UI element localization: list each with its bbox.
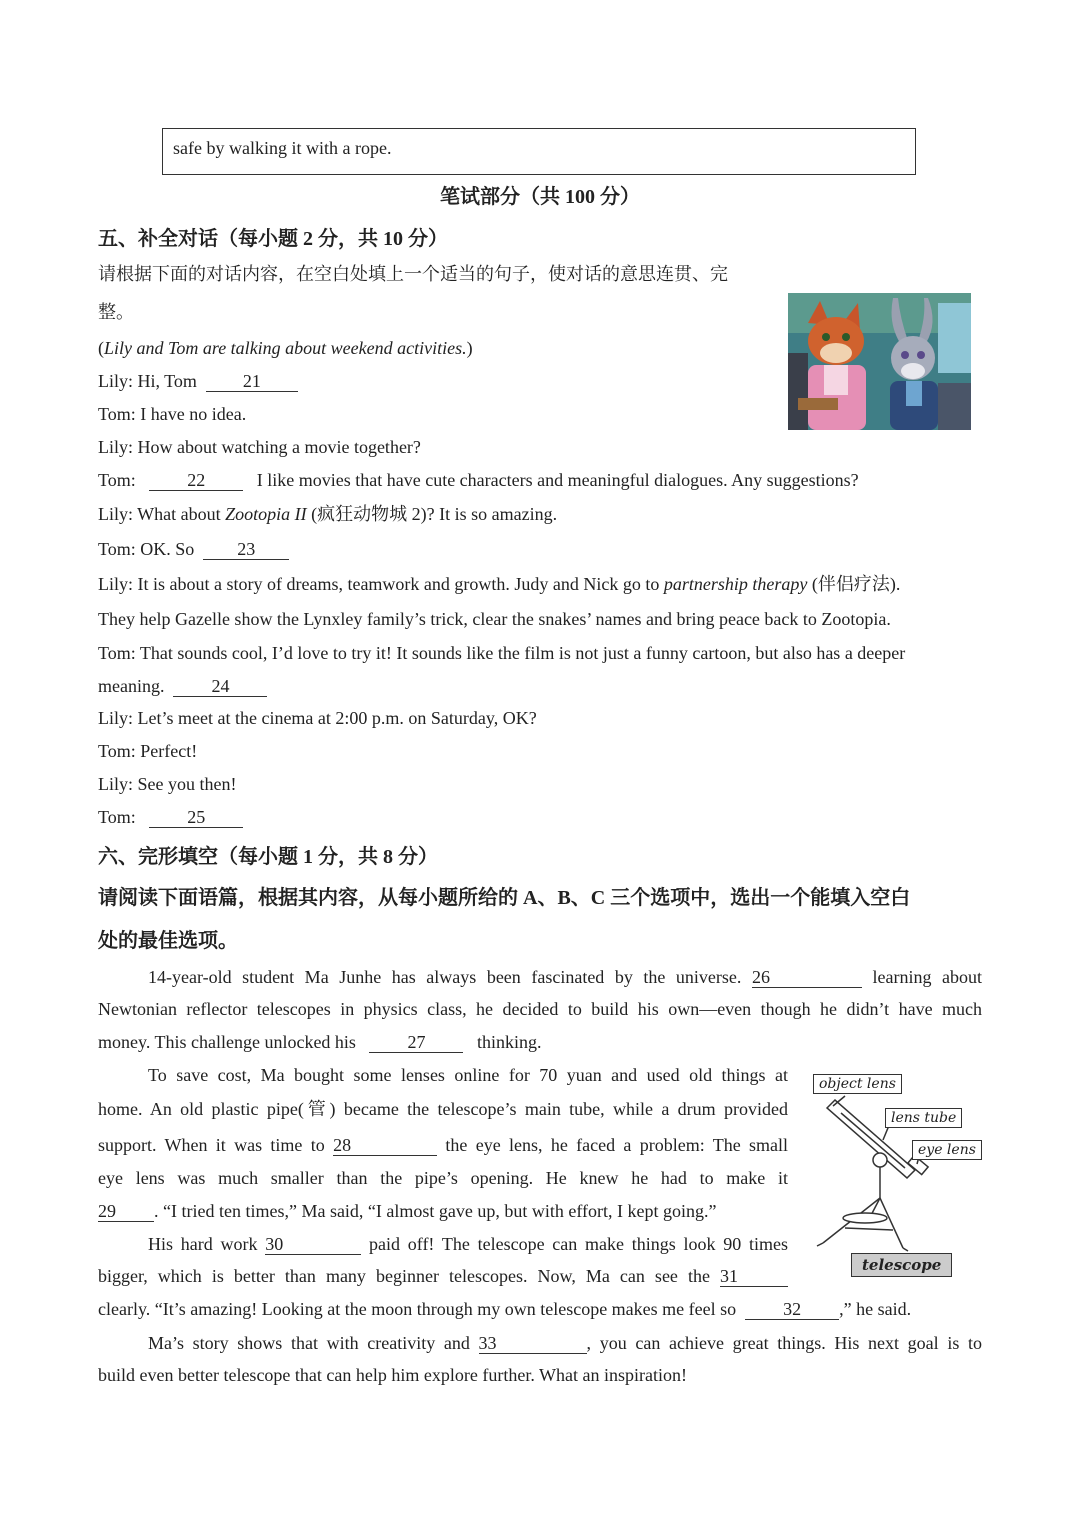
dialogue-line-3: Lily: How about watching a movie together? xyxy=(98,437,421,457)
passage-p4-line2: build even better telescope that can help him explore further. What an inspiration! xyxy=(98,1365,687,1385)
previous-question-text: safe by walking it with a rope. xyxy=(173,138,392,158)
telescope-drawing xyxy=(805,1068,995,1283)
dialogue-line-7: Lily: It is about a story of dreams, teamwork and growth. Judy and Nick go to partnership therapy (伴侣疗法). xyxy=(98,574,901,594)
passage-p1-line3: money. This challenge unlocked his 27 thinking. xyxy=(98,1032,542,1052)
dialogue-line-11: Lily: Let’s meet at the cinema at 2:00 p.m. on Saturday, OK? xyxy=(98,708,537,728)
movie-title: Zootopia II xyxy=(225,504,307,524)
blank-31[interactable]: 31 xyxy=(720,1266,788,1287)
section6-instruction-line1: 请阅读下面语篇，根据其内容，从每小题所给的 A、B、C 三个选项中，选出一个能填入空白 xyxy=(98,887,911,909)
label-eye-lens: eye lens xyxy=(912,1140,982,1160)
blank-30[interactable]: 30 xyxy=(265,1234,361,1255)
dialogue-line-1: Lily: Hi, Tom 21 xyxy=(98,369,298,393)
zootopia-image xyxy=(788,293,971,430)
passage-p2-line5: 29 . “I tried ten times,” Ma said, “I almost gave up, but with effort, I kept going.” xyxy=(98,1201,717,1221)
passage-p3-line1: His hard work 30 paid off! The telescope can make things look 90 times xyxy=(148,1234,789,1254)
section5-heading: 五、补全对话（每小题 2 分，共 10 分） xyxy=(98,228,448,250)
dialogue-line-8: They help Gazelle show the Lynxley family’s trick, clear the snakes’ names and bring peace back to Zootopia. xyxy=(98,609,891,629)
passage-p1-line1: 14-year-old student Ma Junhe has always been fascinated by the universe. 26 learning about xyxy=(148,967,983,987)
blank-28[interactable]: 28 xyxy=(333,1135,437,1156)
dialogue-line-9: Tom: That sounds cool, I’d love to try it! It sounds like the film is not just a funny cartoon, but also has a deeper xyxy=(98,643,906,663)
dialogue-line-6: Tom: OK. So 23 xyxy=(98,537,289,561)
label-lens-tube: lens tube xyxy=(885,1108,962,1128)
dialogue-line-12: Tom: Perfect! xyxy=(98,741,198,761)
passage-p3-line3: clearly. “It’s amazing! Looking at the moon through my own telescope makes me feel so 32 ,” he said. xyxy=(98,1299,912,1319)
therapy-term: partnership therapy xyxy=(663,574,808,594)
blank-29[interactable]: 29 xyxy=(98,1201,154,1222)
label-telescope: telescope xyxy=(851,1253,952,1277)
passage-p2-line2: home. An old plastic pipe(管) became the telescope’s main tube, while a drum provided xyxy=(98,1099,788,1119)
dialogue-line-14: Tom: 25 xyxy=(98,805,243,829)
blank-32[interactable]: 32 xyxy=(745,1299,839,1320)
passage-p2-line3: support. When it was time to 28 the eye lens, he faced a problem: The small xyxy=(98,1135,789,1155)
blank-21[interactable]: 21 xyxy=(206,371,298,392)
passage-p3-line2: bigger, which is better than many beginner telescopes. Now, Ma can see the 31 xyxy=(98,1264,788,1288)
passage-p4-line1: Ma’s story shows that with creativity and 33 , you can achieve great things. His next goal is to xyxy=(148,1333,982,1353)
passage-p2-line1: To save cost, Ma bought some lenses online for 70 yuan and used old things at xyxy=(148,1065,788,1085)
dialogue-context: (Lily and Tom are talking about weekend activities.) xyxy=(98,338,473,358)
dialogue-context-text: Lily and Tom are talking about weekend activities. xyxy=(104,338,467,358)
blank-33[interactable]: 33 xyxy=(479,1333,587,1354)
passage-p1-line2: Newtonian reflector telescopes in physics class, he decided to build his own—even though he didn’t have much xyxy=(98,999,982,1019)
previous-question-box xyxy=(162,128,916,175)
dialogue-line-2: Tom: I have no idea. xyxy=(98,404,247,424)
zootopia-illustration xyxy=(788,293,971,430)
blank-25[interactable]: 25 xyxy=(149,807,243,828)
telescope-figure xyxy=(805,1068,995,1283)
passage-p2-line4: eye lens was much smaller than the pipe’s opening. He knew he had to make it xyxy=(98,1168,788,1188)
section5-instruction-line1: 请根据下面的对话内容，在空白处填上一个适当的句子，使对话的意思连贯、完 xyxy=(98,264,728,284)
dialogue-line-13: Lily: See you then! xyxy=(98,774,237,794)
dialogue-line-4: Tom: 22 I like movies that have cute characters and meaningful dialogues. Any suggestions? xyxy=(98,470,859,490)
blank-26[interactable]: 26 xyxy=(752,967,862,988)
blank-24[interactable]: 24 xyxy=(173,676,267,697)
blank-27[interactable]: 27 xyxy=(369,1032,463,1053)
blank-23[interactable]: 23 xyxy=(203,539,289,560)
exam-part-title: 笔试部分（共 100 分） xyxy=(440,186,640,208)
label-object-lens: object lens xyxy=(813,1074,902,1094)
blank-22[interactable]: 22 xyxy=(149,470,243,491)
section5-instruction-line2: 整。 xyxy=(98,302,134,322)
dialogue-line-10: meaning. 24 xyxy=(98,674,267,698)
section6-instruction-line2: 处的最佳选项。 xyxy=(98,930,238,952)
section6-heading: 六、完形填空（每小题 1 分，共 8 分） xyxy=(98,846,438,868)
dialogue-line-5: Lily: What about Zootopia II (疯狂动物城 2)? It is so amazing. xyxy=(98,504,558,524)
